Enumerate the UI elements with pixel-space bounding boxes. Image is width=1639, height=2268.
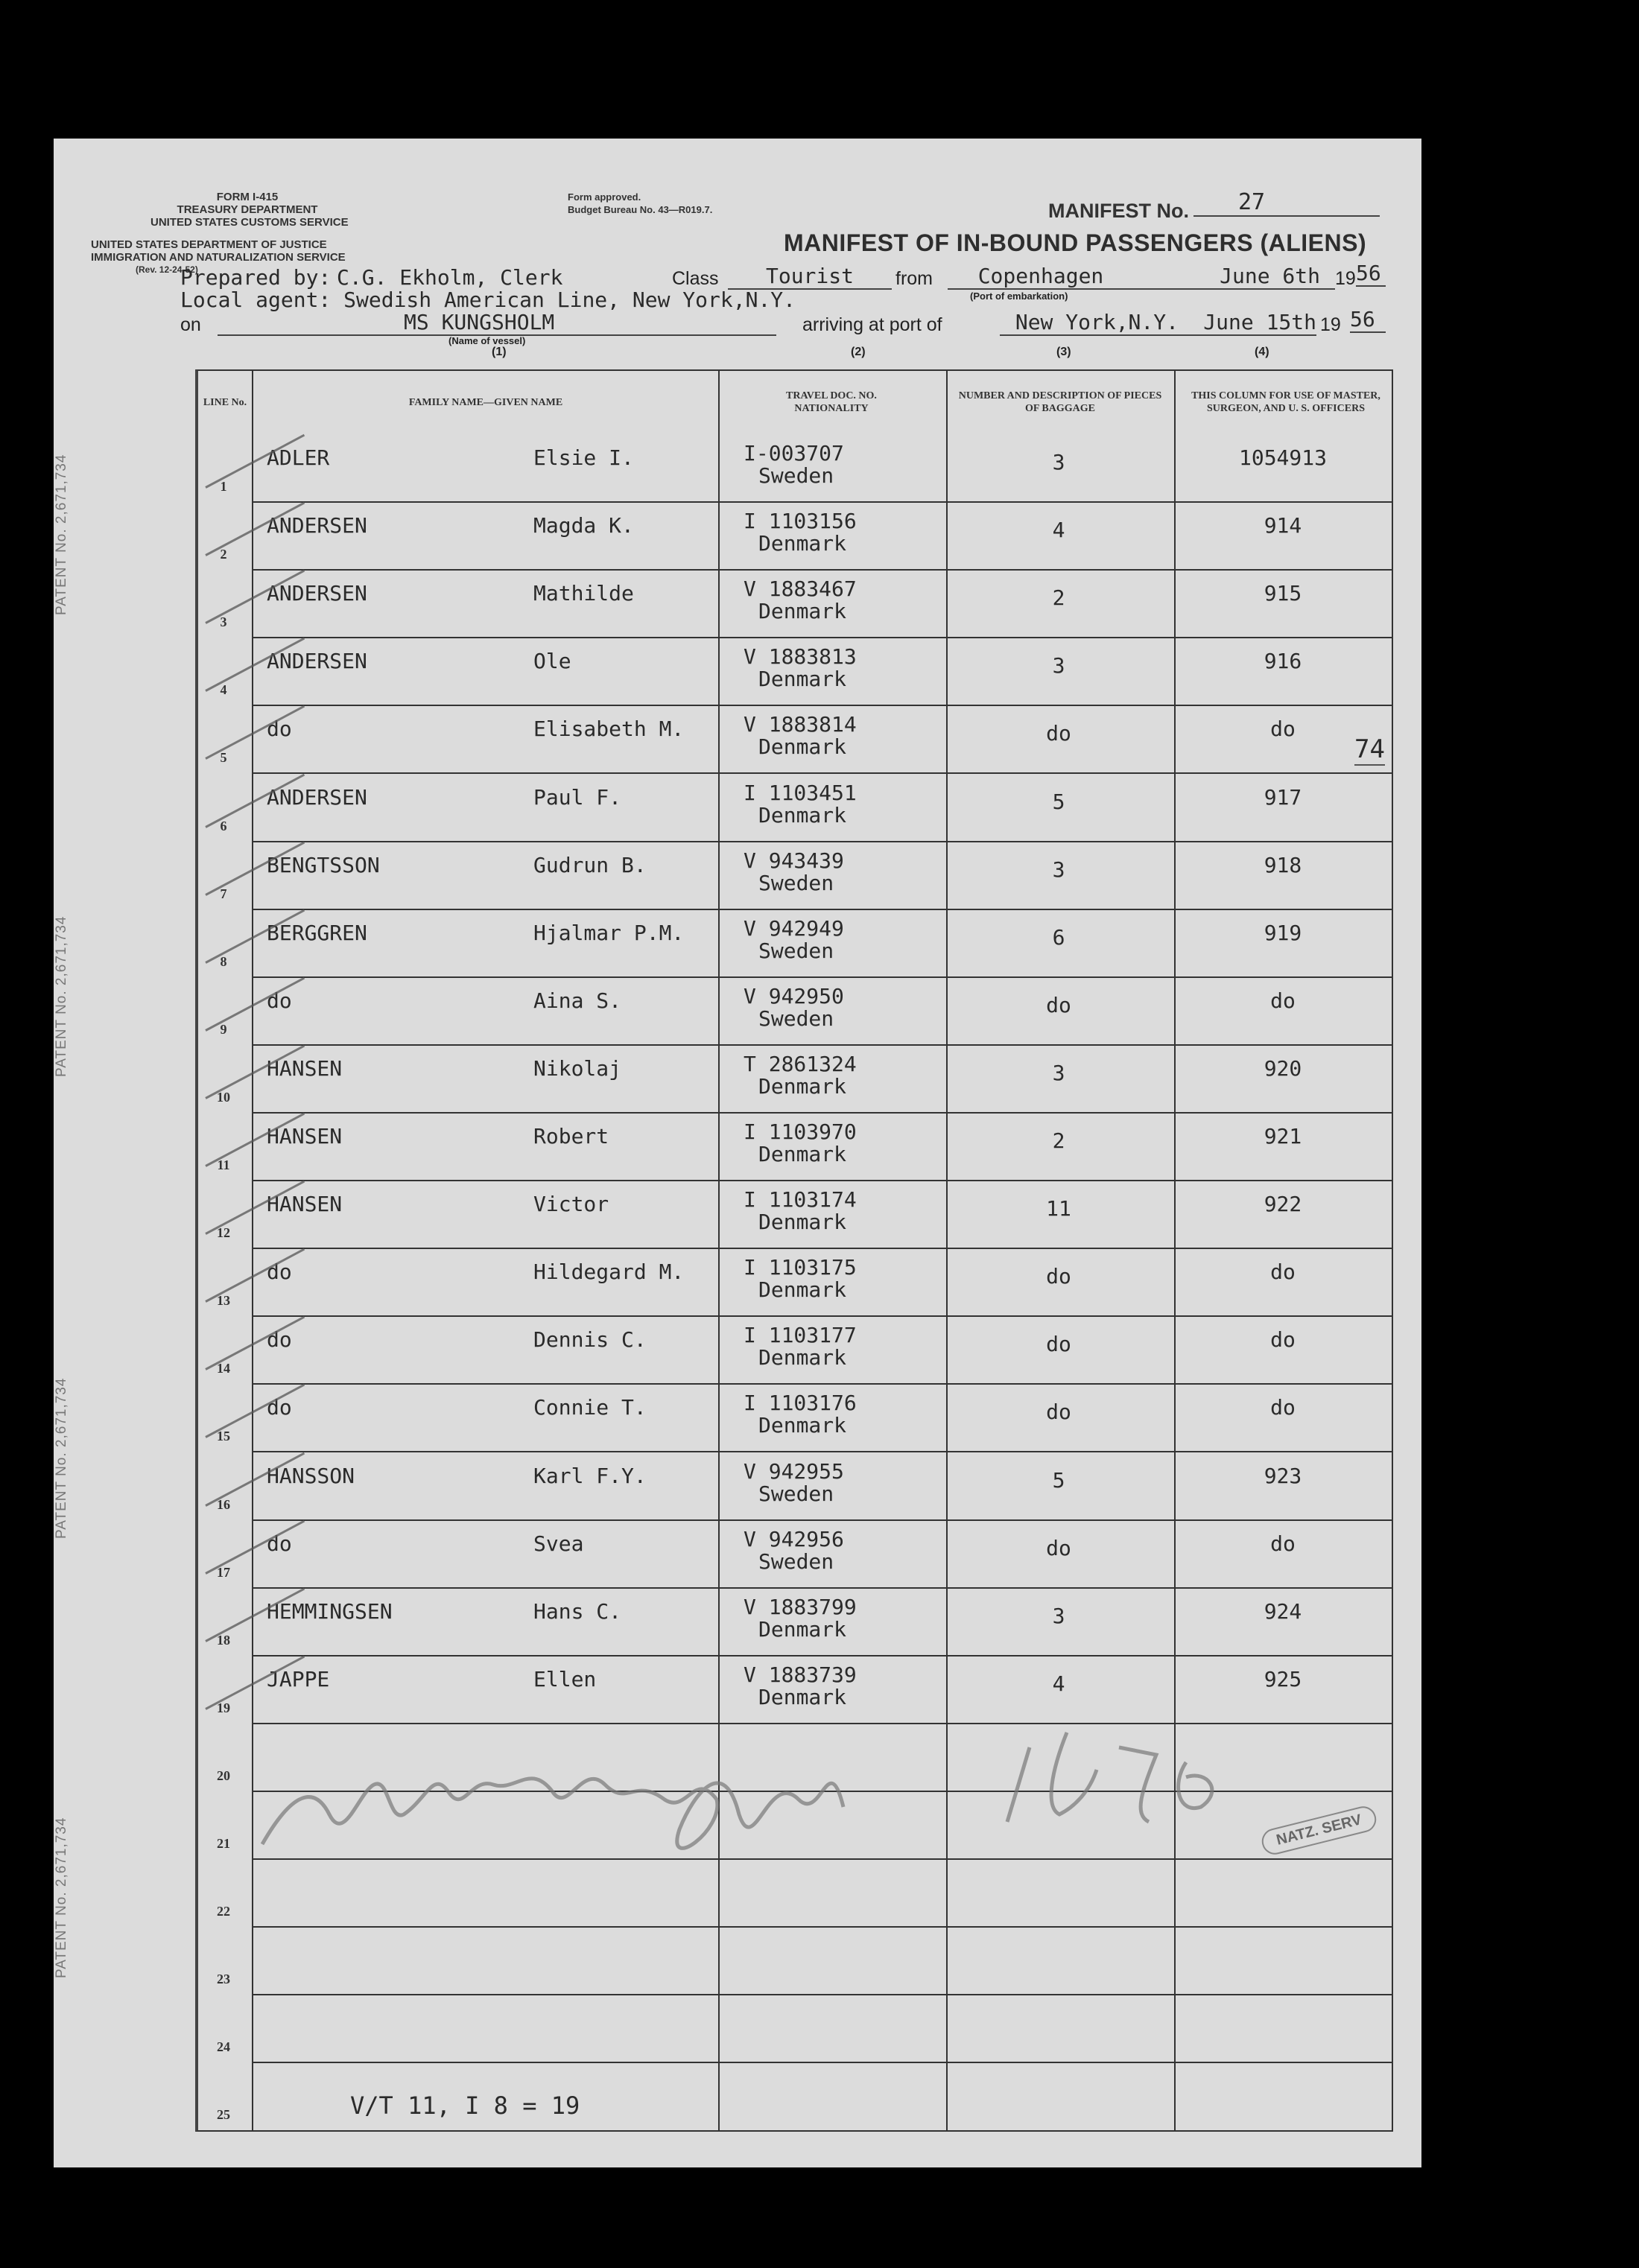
table-row	[198, 1926, 1392, 1994]
departure-date: June 6th	[1134, 264, 1335, 290]
baggage-count: 2	[1052, 585, 1065, 611]
line-number: 6	[220, 818, 227, 833]
table-row	[198, 705, 1392, 772]
table-row	[198, 1315, 1392, 1383]
column-header-travel-doc: TRAVEL DOC. NO. NATIONALITY	[786, 390, 877, 414]
line-number: 23	[217, 1972, 230, 1987]
baggage-count: 3	[1052, 1060, 1065, 1085]
form-approved: Form approved.	[568, 191, 641, 203]
manifest-number: 27	[1193, 189, 1380, 217]
officer-entry: do	[1270, 1395, 1296, 1420]
given-name: Victor	[533, 1192, 609, 1217]
nationality: Denmark	[758, 667, 847, 692]
margin-note: 74	[1354, 734, 1385, 764]
travel-doc-number: I 1103156	[744, 509, 857, 534]
family-name: ANDERSEN	[267, 513, 367, 539]
line-number: 17	[217, 1564, 230, 1580]
officer-entry: 924	[1264, 1598, 1302, 1624]
baggage-count: 3	[1052, 1603, 1065, 1628]
travel-doc-number: V 1883799	[744, 1594, 857, 1619]
patent-label: PATENT No. 2,671,734	[54, 915, 69, 1077]
patent-label: PATENT No. 2,671,734	[54, 1817, 69, 1978]
column-header-officers: THIS COLUMN FOR USE OF MASTER, SURGEON, AND U. S. OFFICERS	[1191, 390, 1380, 414]
nationality: Sweden	[758, 1006, 834, 1031]
column-header-baggage: NUMBER AND DESCRIPTION OF PIECES OF BAGGAGE	[958, 390, 1162, 414]
vessel-caption: (Name of vessel)	[448, 335, 526, 346]
family-name: HEMMINGSEN	[267, 1598, 393, 1624]
baggage-count: 6	[1052, 924, 1065, 950]
baggage-count: 4	[1052, 518, 1065, 543]
nationality: Sweden	[758, 1548, 834, 1574]
travel-doc-number: V 942955	[744, 1458, 844, 1484]
table-row	[198, 433, 1392, 501]
officer-entry: 918	[1264, 852, 1302, 877]
line-number: 8	[220, 953, 227, 969]
nationality: Sweden	[758, 938, 834, 963]
baggage-count: 2	[1052, 1128, 1065, 1153]
table-row	[198, 637, 1392, 705]
officer-entry: 1054913	[1238, 445, 1327, 470]
travel-doc-number: V 1883467	[744, 576, 857, 602]
travel-doc-number: I 1103177	[744, 1323, 857, 1348]
travel-doc-number: V 1883814	[744, 712, 857, 737]
given-name: Ole	[533, 649, 571, 674]
form-dept-block	[150, 191, 349, 229]
baggage-count: 3	[1052, 450, 1065, 474]
line-number: 18	[217, 1632, 230, 1648]
arrival-port: New York,N.Y.	[1000, 310, 1179, 336]
family-name: do	[267, 717, 292, 742]
budget-bureau: Budget Bureau No. 43—R019.7.	[568, 204, 713, 215]
officer-entry: do	[1270, 717, 1296, 742]
travel-doc-number: I 1103176	[744, 1391, 857, 1416]
table-row	[198, 1519, 1392, 1587]
line-number: 5	[220, 750, 227, 766]
family-name: JAPPE	[267, 1666, 330, 1692]
manifest-sheet	[54, 139, 1421, 2167]
local-agent: Local agent: Swedish American Line, New York,N.Y.	[180, 288, 796, 312]
nationality: Denmark	[758, 1616, 847, 1642]
nationality: Sweden	[758, 870, 834, 895]
nationality: Denmark	[758, 1142, 847, 1166]
baggage-count: 3	[1052, 857, 1065, 882]
patent-label: PATENT No. 2,671,734	[54, 454, 69, 615]
line-number: 12	[217, 1225, 230, 1241]
manifest-number-label: MANIFEST No.	[1048, 200, 1189, 222]
baggage-count: do	[1046, 1264, 1071, 1289]
officer-entry: 916	[1264, 649, 1302, 674]
given-name: Elisabeth M.	[533, 717, 685, 742]
line-number: 1	[220, 479, 227, 495]
officer-entry: do	[1270, 1327, 1296, 1353]
column-header-name: FAMILY NAME—GIVEN NAME	[408, 396, 563, 408]
baggage-count: 5	[1052, 789, 1065, 814]
table-row	[198, 1044, 1392, 1112]
table-row	[198, 501, 1392, 569]
officer-entry: 914	[1264, 513, 1302, 539]
travel-doc-number: V 943439	[744, 848, 844, 873]
travel-doc-number: V 1883739	[744, 1662, 857, 1687]
given-name: Gudrun B.	[533, 852, 647, 877]
given-name: Mathilde	[533, 581, 634, 606]
family-name: ADLER	[267, 445, 330, 470]
given-name: Ellen	[533, 1666, 597, 1692]
family-name: BENGTSSON	[267, 852, 380, 877]
departure-year: 56	[1356, 261, 1386, 287]
arriving-label: arriving at port of	[802, 314, 942, 335]
nationality: Denmark	[758, 1210, 847, 1235]
family-name: BERGGREN	[267, 920, 367, 945]
nationality: Denmark	[758, 1277, 847, 1303]
baggage-count: 3	[1052, 653, 1065, 679]
class-label: Class	[672, 268, 719, 289]
year-prefix: 19	[1335, 268, 1356, 289]
line-number: 20	[217, 1767, 230, 1783]
given-name: Elsie I.	[533, 445, 634, 470]
line-number: 15	[217, 1429, 230, 1444]
travel-doc-number: V 942950	[744, 983, 844, 1008]
baggage-count: 11	[1046, 1196, 1071, 1222]
table-row	[198, 1180, 1392, 1248]
travel-doc-number: V 942956	[744, 1526, 844, 1551]
officer-entry: 915	[1264, 581, 1302, 606]
officer-entry: do	[1270, 1260, 1296, 1285]
line-number: 24	[217, 2039, 230, 2055]
travel-doc-number: I-003707	[744, 441, 844, 466]
given-name: Svea	[533, 1531, 584, 1556]
officer-entry: 919	[1264, 920, 1302, 945]
line-number: 3	[220, 614, 227, 630]
line-number: 4	[220, 682, 227, 698]
column-header-line-no: LINE No.	[203, 396, 247, 408]
baggage-count: do	[1046, 1332, 1071, 1357]
family-name: do	[267, 1260, 292, 1285]
line-number: 14	[217, 1361, 230, 1376]
travel-doc-number: T 2861324	[744, 1051, 857, 1076]
family-name: do	[267, 1395, 292, 1420]
line-number: 9	[220, 1021, 227, 1037]
form-number: FORM I-415	[216, 191, 279, 203]
table-row	[198, 1248, 1392, 1315]
baggage-count: 5	[1052, 1467, 1065, 1493]
given-name: Karl F.Y.	[533, 1463, 647, 1488]
arrival-date: June 15th	[1179, 310, 1316, 336]
budget-block	[568, 191, 712, 216]
on-label: on	[180, 314, 201, 335]
passenger-table	[195, 369, 1393, 2132]
officer-entry: 921	[1264, 1124, 1302, 1149]
travel-doc-number: V 1883813	[744, 644, 857, 670]
given-name: Nikolaj	[533, 1055, 622, 1081]
officer-entry: do	[1270, 988, 1296, 1013]
table-row	[198, 773, 1392, 841]
line-number: 21	[217, 1836, 230, 1852]
family-name: do	[267, 1327, 292, 1353]
dept-treasury: TREASURY DEPARTMENT	[177, 203, 318, 216]
family-name: HANSSON	[267, 1463, 355, 1488]
naturalization-stamp: NATZ. SERV	[1259, 1804, 1379, 1858]
officer-entry: 925	[1264, 1666, 1302, 1692]
baggage-count: do	[1046, 1535, 1071, 1560]
family-name: do	[267, 1531, 292, 1556]
form-revision: (Rev. 12-24-52)	[136, 264, 198, 275]
line-number: 22	[217, 1904, 230, 1919]
travel-doc-number: I 1103451	[744, 780, 857, 805]
nationality: Denmark	[758, 802, 847, 828]
given-name: Hans C.	[533, 1598, 622, 1624]
from-label: from	[895, 268, 933, 289]
family-name: HANSEN	[267, 1124, 343, 1149]
class-value: Tourist	[728, 264, 892, 290]
family-name: ANDERSEN	[267, 649, 367, 674]
line-number: 25	[217, 2107, 230, 2123]
column-number-2: (2)	[851, 346, 866, 358]
line-number: 16	[217, 1496, 230, 1512]
family-name: do	[267, 988, 292, 1013]
dept-customs: UNITED STATES CUSTOMS SERVICE	[150, 216, 349, 229]
table-row	[198, 976, 1392, 1044]
officer-entry: 922	[1264, 1192, 1302, 1217]
line-number: 7	[220, 886, 227, 901]
arrival-year: 56	[1350, 307, 1386, 333]
embarkation-caption: (Port of embarkation)	[970, 290, 1068, 302]
line-number: 11	[217, 1157, 230, 1173]
family-name: HANSEN	[267, 1055, 343, 1081]
table-row	[198, 1858, 1392, 1926]
table-row	[198, 1587, 1392, 1655]
given-name: Robert	[533, 1124, 609, 1149]
officer-entry: 920	[1264, 1055, 1302, 1081]
dept-immigration: IMMIGRATION AND NATURALIZATION SERVICE	[91, 251, 346, 264]
baggage-count: 4	[1052, 1671, 1065, 1696]
given-name: Hjalmar P.M.	[533, 920, 685, 945]
given-name: Aina S.	[533, 988, 622, 1013]
nationality: Denmark	[758, 599, 847, 624]
prepared-by-label: Prepared by:	[180, 265, 332, 290]
officer-entry: 917	[1264, 784, 1302, 810]
nationality: Denmark	[758, 734, 847, 760]
table-row	[198, 909, 1392, 976]
travel-doc-number: V 942949	[744, 915, 844, 941]
table-row	[198, 569, 1392, 637]
nationality: Sweden	[758, 1481, 834, 1506]
nationality: Denmark	[758, 1073, 847, 1099]
travel-doc-number: I 1103175	[744, 1255, 857, 1280]
baggage-count: do	[1046, 992, 1071, 1017]
embarkation-port: Copenhagen	[948, 264, 1134, 290]
nationality: Denmark	[758, 1413, 847, 1438]
family-name: HANSEN	[267, 1192, 343, 1217]
family-name: ANDERSEN	[267, 581, 367, 606]
table-row	[198, 1383, 1392, 1451]
line-number: 19	[217, 1700, 230, 1715]
arrival-year-prefix: 19	[1320, 314, 1341, 335]
given-name: Dennis C.	[533, 1327, 647, 1353]
given-name: Hildegard M.	[533, 1260, 685, 1285]
summary-total: V/T 11, I 8 = 19	[350, 2091, 580, 2120]
column-number-3: (3)	[1056, 346, 1071, 358]
officer-signature	[247, 1703, 1365, 1859]
family-name: ANDERSEN	[267, 784, 367, 810]
column-number-1: (1)	[492, 346, 507, 358]
travel-doc-number: I 1103174	[744, 1187, 857, 1213]
officer-entry: 923	[1264, 1463, 1302, 1488]
vessel-name: MS KUNGSHOLM	[218, 310, 776, 336]
column-number-4: (4)	[1255, 346, 1269, 358]
line-number: 2	[220, 547, 227, 562]
dept-justice: UNITED STATES DEPARTMENT OF JUSTICE	[91, 238, 327, 251]
table-row	[198, 1452, 1392, 1519]
given-name: Connie T.	[533, 1395, 647, 1420]
nationality: Denmark	[758, 1684, 847, 1709]
line-number: 13	[217, 1293, 230, 1309]
line-number: 10	[217, 1089, 230, 1105]
given-name: Magda K.	[533, 513, 634, 539]
table-row	[198, 1994, 1392, 2062]
table-row	[198, 841, 1392, 909]
officer-entry: do	[1270, 1531, 1296, 1556]
nationality: Denmark	[758, 531, 847, 556]
travel-doc-number: I 1103970	[744, 1119, 857, 1144]
baggage-count: do	[1046, 1400, 1071, 1425]
nationality: Denmark	[758, 1345, 847, 1370]
prepared-by-value: C.G. Ekholm, Clerk	[337, 265, 563, 290]
nationality: Sweden	[758, 463, 834, 488]
baggage-count: do	[1046, 721, 1071, 746]
given-name: Paul F.	[533, 784, 622, 810]
page-title: MANIFEST OF IN-BOUND PASSENGERS (ALIENS)	[784, 229, 1367, 256]
table-row	[198, 1112, 1392, 1180]
patent-label: PATENT No. 2,671,734	[54, 1377, 69, 1539]
